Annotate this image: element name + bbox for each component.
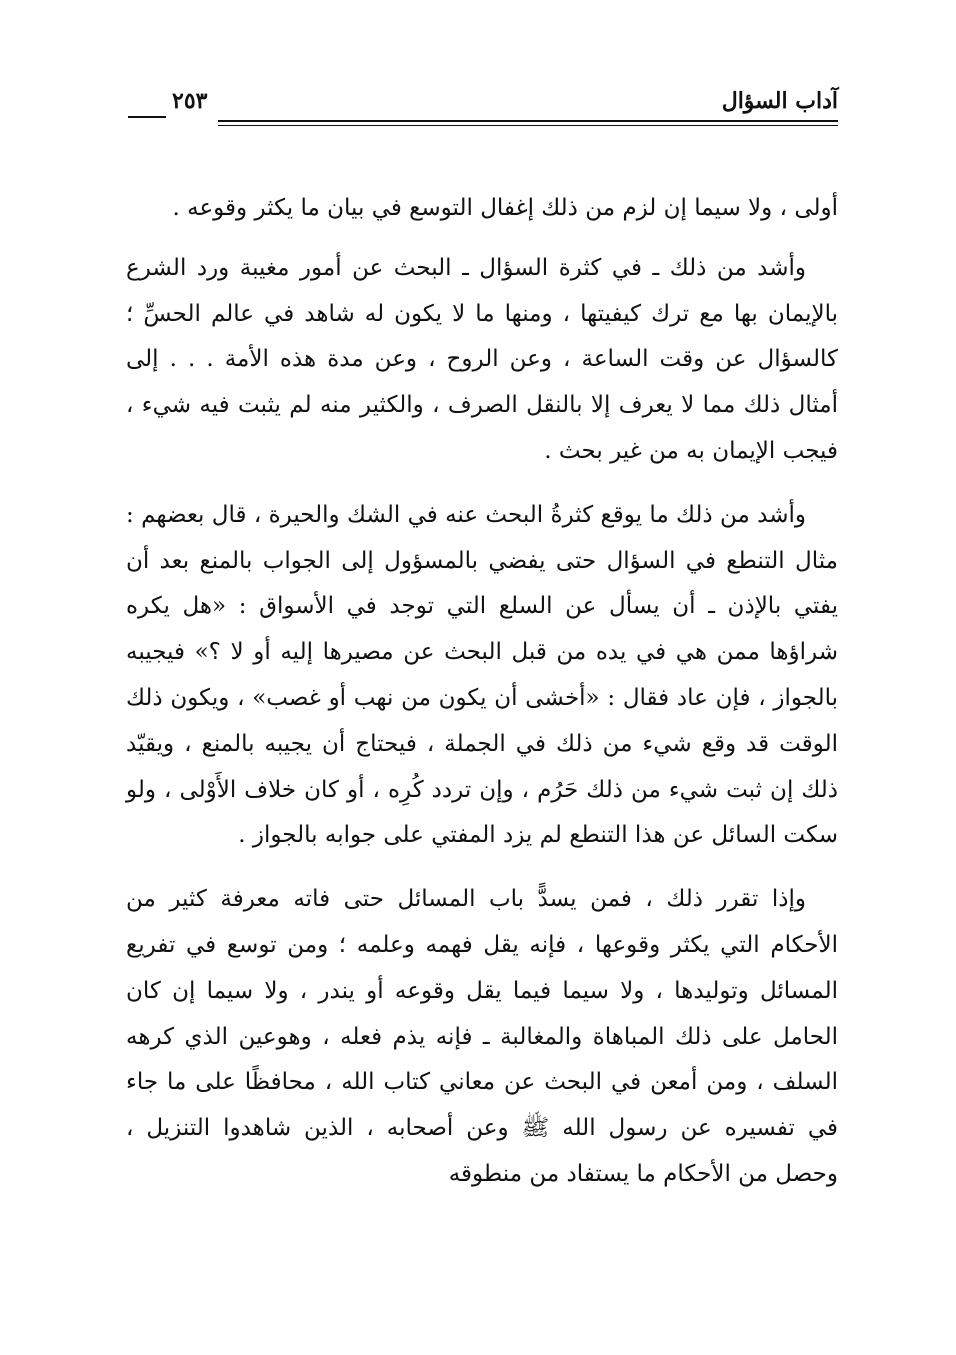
page-header (128, 86, 838, 134)
paragraph-4: وإذا تقرر ذلك ، فمن يسدًّ باب المسائل حتى فاته معرفة كثير من الأحكام التي يكثر وقوعها ، فإنه يقل فهمه وعلمه ؛ ومن توسع في تفريع المسائل وتوليدها ، ولا سيما فيما يقل وقوعه أو يندر ، ولا سيما إن كان الحامل على ذلك المباهاة والمغالبة ـ فإنه يذم فعله ، وهوعين الذي كرهه السلف ، ومن أمعن في البحث عن معاني كتاب الله ، محافظًا على ما جاء في تفسيره عن رسول الله ﷺ وعن أصحابه ، الذين شاهدوا التنزيل ، وحصل من الأحكام ما يستفاد من منطوقه (126, 886, 838, 1187)
paragraph-1: أولى ، ولا سيما إن لزم من ذلك إغفال التوسع في بيان ما يكثر وقوعه . (172, 195, 838, 221)
paragraph-3: وأشد من ذلك ما يوقع كثرةُ البحث عنه في الشك والحيرة ، قال بعضهم : مثال التنطع في السؤال حتى يفضي بالمسؤول إلى الجواب بالمنع بعد أن يفتي بالإذن ـ أن يسأل عن السلع التي توجد في الأسواق : «هل يكره شراؤها ممن هي في يده من قبل البحث عن مصيرها إليه أو لا ؟» فيجيبه بالجواز ، فإن عاد فقال : «أخشى أن يكون من نهب أو غصب» ، ويكون ذلك الوقت قد وقع شيء من ذلك في الجملة ، فيحتاج أن يجيبه بالمنع ، ويقيّد ذلك إن ثبت شيء من ذلك حَرُم ، وإن تردد كُرِه ، أو كان خلاف الأَوْلى ، ولو سكت السائل عن هذا التنطع لم يزد المفتي على جوابه بالجواز . (126, 501, 838, 849)
running-title: آداب السؤال (721, 88, 838, 114)
header-rule (218, 120, 838, 126)
paragraph-2: وأشد من ذلك ـ في كثرة السؤال ـ البحث عن أمور مغيبة ورد الشرع بالإيمان بها مع ترك كيفيتها ، ومنها ما لا يكون له شاهد في عالم الحسِّ ؛ كالسؤال عن وقت الساعة ، وعن الروح ، وعن مدة هذه الأمة . . . إلى أمثال ذلك مما لا يعرف إلا بالنقل الصرف ، والكثير منه لم يثبت فيه شيء ، فيجب الإيمان به من غير بحث . (126, 254, 838, 464)
body-text (126, 186, 838, 1198)
page-number-dash (128, 116, 166, 118)
page-number: ٢٥٣ (172, 88, 208, 114)
